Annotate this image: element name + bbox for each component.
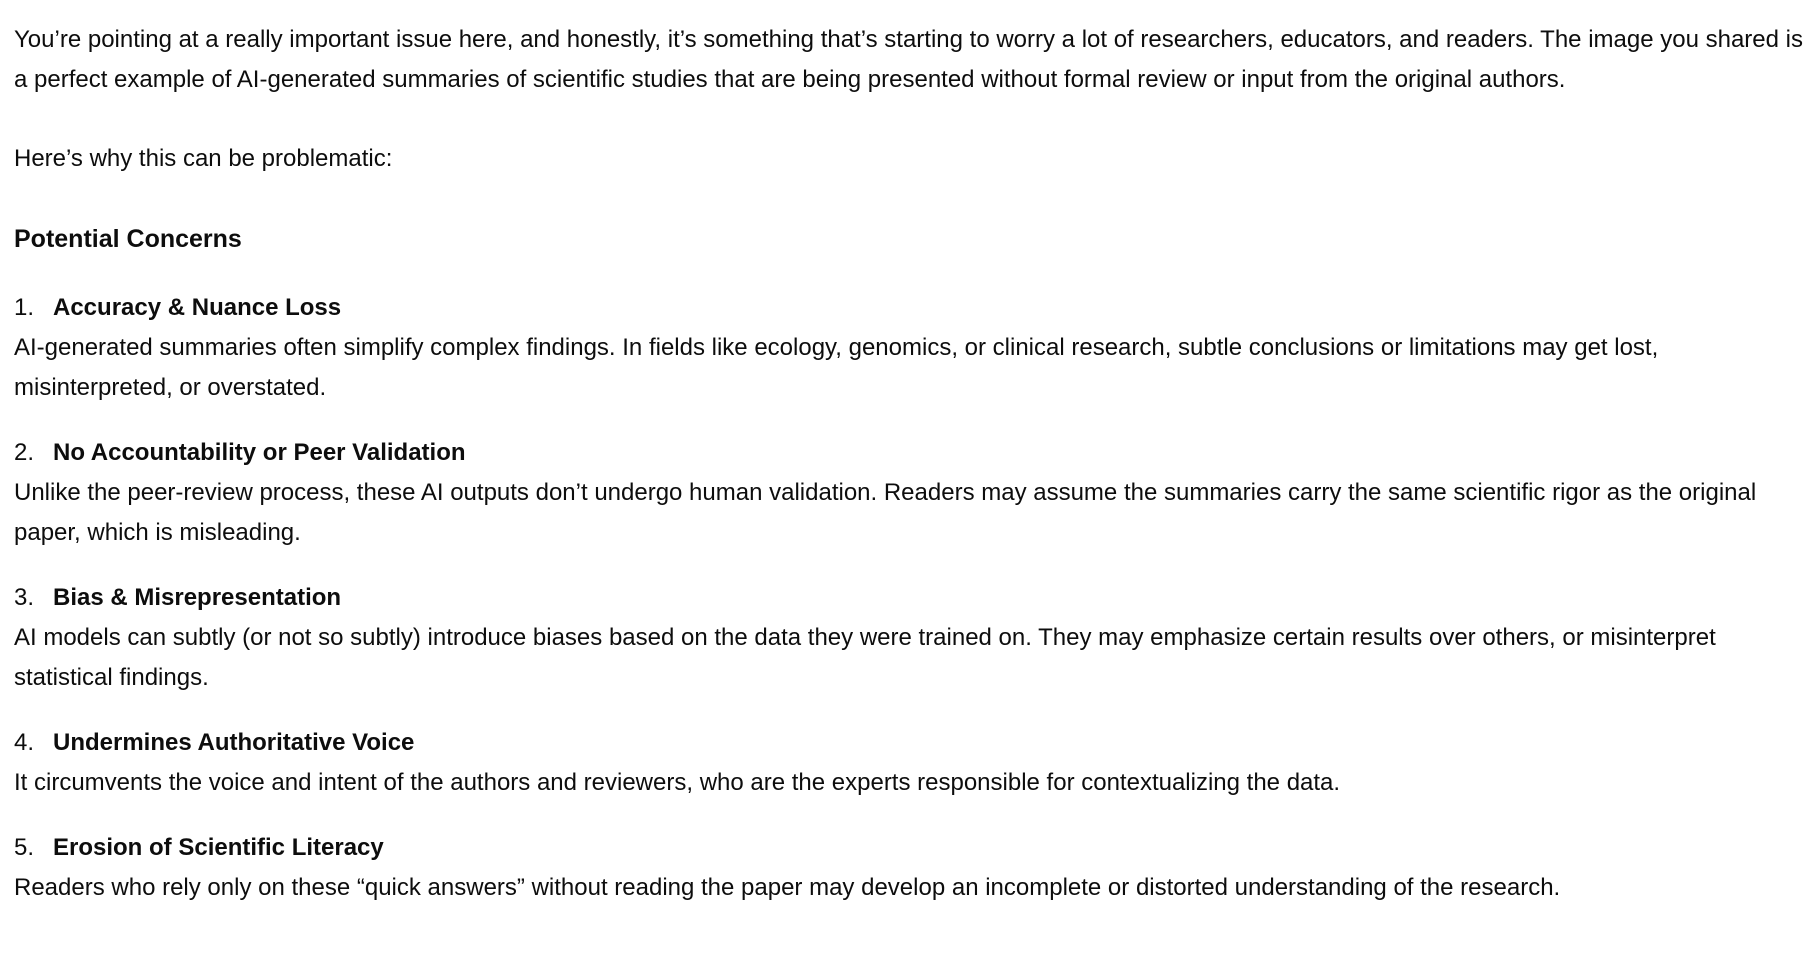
concern-body: AI-generated summaries often simplify complex findings. In fields like ecology, genomics, or clinical research, subtle conclusions or limitations may get lost, misinterpreted, or overstated. — [14, 334, 1659, 401]
concern-body: Readers who rely only on these “quick answers” without reading the paper may develop an incomplete or distorted understanding of the research. — [14, 874, 1561, 901]
concern-title: Undermines Authoritative Voice — [53, 729, 415, 756]
concern-number: 4. — [14, 729, 35, 756]
concern-title: Erosion of Scientific Literacy — [53, 834, 384, 861]
concern-item-3 — [14, 578, 1806, 698]
concern-title-line — [14, 828, 1806, 868]
concern-title-line — [14, 723, 1806, 763]
concern-number: 1. — [14, 294, 35, 321]
concern-title: Accuracy & Nuance Loss — [53, 294, 342, 321]
concern-item-2 — [14, 433, 1806, 553]
concern-body: AI models can subtly (or not so subtly) introduce biases based on the data they were trained on. They may emphasize certain results over others, or misinterpret statistical findings. — [14, 624, 1716, 691]
concern-title: No Accountability or Peer Validation — [53, 439, 466, 466]
concern-title: Bias & Misrepresentation — [53, 584, 342, 611]
concern-title-line — [14, 288, 1806, 328]
concern-item-5 — [14, 828, 1806, 908]
concern-number: 2. — [14, 439, 35, 466]
concern-body: Unlike the peer-review process, these AI outputs don’t undergo human validation. Readers may assume the summaries carry the same scientific rigor as the original paper, which is misleading. — [14, 479, 1757, 546]
concern-item-1 — [14, 288, 1806, 408]
concern-number: 3. — [14, 584, 35, 611]
concern-title-line — [14, 433, 1806, 473]
section-heading: Potential Concerns — [14, 225, 242, 253]
lead-paragraph: Here’s why this can be problematic: — [14, 145, 393, 172]
concerns-list — [14, 288, 1806, 908]
intro-paragraph: You’re pointing at a really important issue here, and honestly, it’s something that’s starting to worry a lot of researchers, educators, and readers. The image you shared is a perfect example of AI-generated summaries of scientific studies that are being presented without formal review or input from the original authors. — [14, 26, 1803, 93]
concern-item-4 — [14, 723, 1806, 803]
concern-title-line — [14, 578, 1806, 618]
concern-body: It circumvents the voice and intent of the authors and reviewers, who are the experts responsible for contextualizing the data. — [14, 769, 1341, 796]
concern-number: 5. — [14, 834, 35, 861]
